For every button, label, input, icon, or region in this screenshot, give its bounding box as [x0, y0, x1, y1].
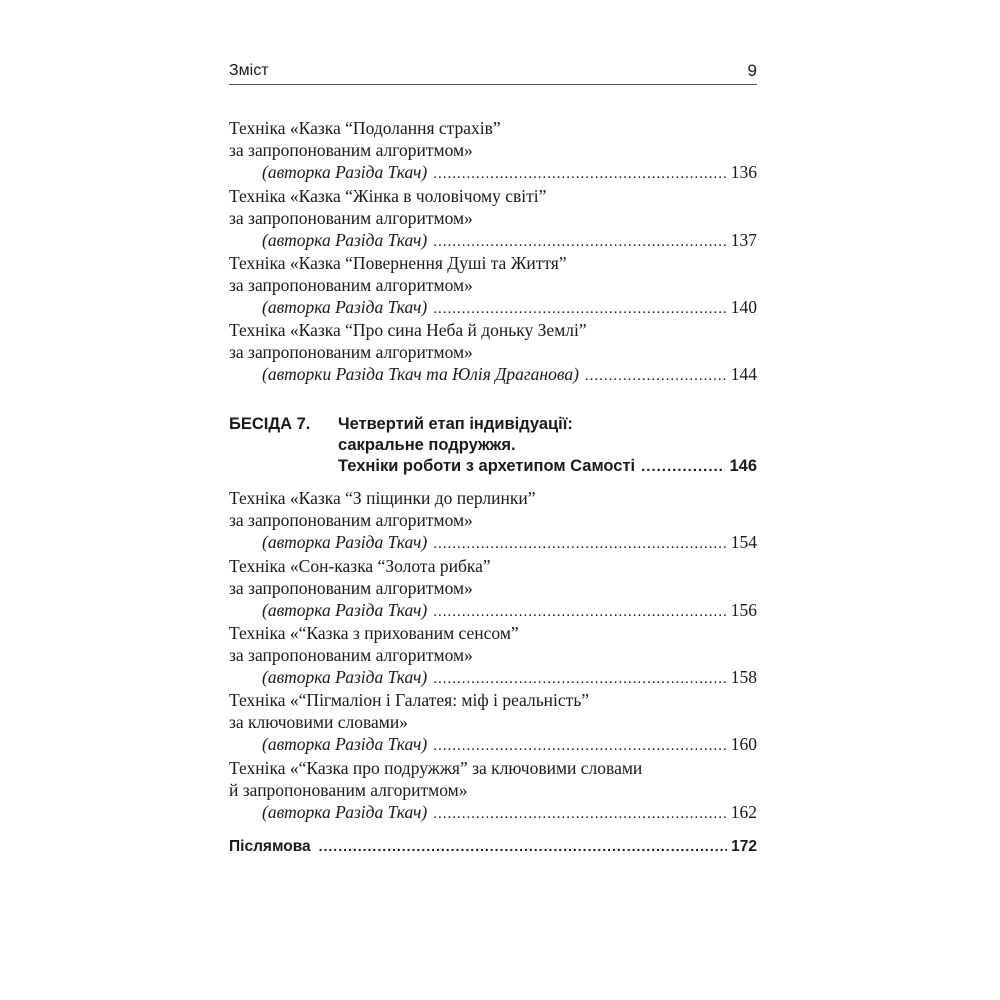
toc-entry-title: Техніка «“Казка з прихованим сенсом” [229, 623, 519, 643]
toc-entry-author-line [229, 599, 757, 621]
toc-entry-page: 136 [730, 162, 757, 182]
chapter-title-leader-line [338, 456, 757, 477]
dot-leader [433, 803, 727, 825]
toc-entry-title: Техніка «“Казка про подружжя” за ключовими словами [229, 758, 643, 778]
toc-entry-author: (авторка Разіда Ткач) [262, 600, 428, 620]
toc-entry-subtitle: за запропонованим алгоритмом» [229, 275, 473, 295]
chapter-title-line: сакральне подружжя. [338, 436, 516, 454]
dot-leader [433, 533, 727, 555]
dot-leader [433, 163, 727, 185]
toc-entry-subtitle: за запропонованим алгоритмом» [229, 510, 473, 530]
toc-entry-subtitle: за запропонованим алгоритмом» [229, 208, 473, 228]
chapter-label: БЕСІДА 7. [229, 415, 311, 433]
toc-entry-title: Техніка «Казка “Повернення Душі та Життя” [229, 253, 567, 273]
afterword-label: Післямова [229, 838, 311, 855]
toc-entry-author-line [229, 161, 757, 183]
afterword-page: 172 [731, 838, 757, 855]
toc-entry-author-line [229, 801, 757, 823]
toc-entry-author: (авторка Разіда Ткач) [262, 532, 428, 552]
toc-entry-author-line [229, 363, 757, 385]
page-number: 9 [747, 61, 757, 80]
chapter-title-line: Четвертий етап індивідуації: [338, 415, 573, 433]
toc-entry-author: (авторка Разіда Ткач) [262, 230, 428, 250]
toc-entry-page: 140 [730, 297, 757, 317]
dot-leader [433, 298, 727, 320]
toc-entry-subtitle: за запропонованим алгоритмом» [229, 342, 473, 362]
toc-entry-author: (авторки Разіда Ткач та Юлія Драганова) [262, 364, 579, 384]
toc-entry-title: Техніка «“Пігмаліон і Галатея: міф і реальність” [229, 690, 590, 710]
dot-leader [433, 231, 727, 253]
toc-entry-page: 160 [730, 734, 757, 754]
toc-entry-title: Техніка «Казка “Про сина Неба й доньку Землі” [229, 320, 587, 340]
toc-entry-subtitle: за запропонованим алгоритмом» [229, 140, 473, 160]
toc-entry[interactable] [229, 757, 757, 823]
toc-entry-page: 144 [730, 364, 757, 384]
toc-entry[interactable] [229, 487, 757, 553]
toc-entry[interactable] [229, 319, 757, 385]
toc-entry[interactable] [229, 622, 757, 688]
running-header [229, 60, 757, 85]
toc-entry-author: (авторка Разіда Ткач) [262, 734, 428, 754]
toc-entry-author-line [229, 531, 757, 553]
toc-entry-author-line [229, 666, 757, 688]
dot-leader [319, 835, 727, 857]
toc-entry-subtitle: за запропонованим алгоритмом» [229, 645, 473, 665]
toc-entry-subtitle: й запропонованим алгоритмом» [229, 780, 468, 800]
chapter-page: 146 [729, 457, 757, 475]
toc-entry-author: (авторка Разіда Ткач) [262, 667, 428, 687]
toc-entry-page: 156 [730, 600, 757, 620]
toc-entry-subtitle: за запропонованим алгоритмом» [229, 578, 473, 598]
dot-leader [433, 735, 727, 757]
toc-entry-page: 162 [730, 802, 757, 822]
toc-entry-author: (авторка Разіда Ткач) [262, 802, 428, 822]
toc-entry-title: Техніка «Казка “Жінка в чоловічому світі” [229, 186, 547, 206]
running-header-title: Зміст [229, 62, 269, 79]
toc-entry[interactable] [229, 185, 757, 251]
toc-entry-subtitle: за ключовими словами» [229, 712, 408, 732]
toc-entry-author: (авторка Разіда Ткач) [262, 162, 428, 182]
toc-entry[interactable] [229, 117, 757, 183]
toc-entry[interactable] [229, 252, 757, 318]
toc-entry-page: 158 [730, 667, 757, 687]
afterword-entry[interactable] [229, 835, 757, 858]
toc-entry-page: 154 [730, 532, 757, 552]
toc-entry-author: (авторка Разіда Ткач) [262, 297, 428, 317]
toc-entry[interactable] [229, 555, 757, 621]
toc-entry-page: 137 [730, 230, 757, 250]
toc-entry-author-line [229, 296, 757, 318]
dot-leader [641, 456, 725, 477]
toc-entry-title: Техніка «Сон-казка “Золота рибка” [229, 556, 491, 576]
toc-entry[interactable] [229, 689, 757, 755]
dot-leader [433, 601, 727, 623]
toc-entry-author-line [229, 229, 757, 251]
toc-entry-author-line [229, 733, 757, 755]
dot-leader [585, 365, 727, 387]
chapter-title-line: Техніки роботи з архетипом Самості [338, 457, 636, 475]
dot-leader [433, 668, 727, 690]
toc-entry-title: Техніка «Казка “Подолання страхів” [229, 118, 501, 138]
chapter-title [338, 414, 757, 477]
toc-entry-title: Техніка «Казка “З піщинки до перлинки” [229, 488, 536, 508]
